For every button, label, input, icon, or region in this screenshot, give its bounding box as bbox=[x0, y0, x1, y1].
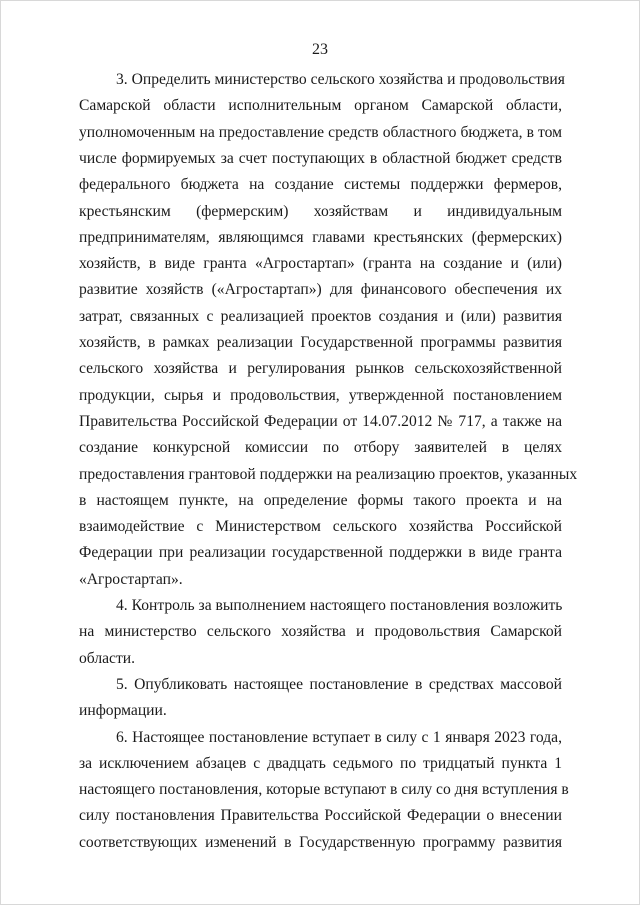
paragraph-3-line: числе формируемых за счет поступающих в областной бюджет средств bbox=[79, 149, 562, 167]
page-number: 23 bbox=[312, 41, 328, 58]
paragraph-6-line: силу постановления Правительства Российской Федерации о внесении bbox=[79, 807, 562, 825]
paragraph-3-line: взаимодействие с Министерством сельского хозяйства Российской bbox=[79, 518, 562, 536]
scan-top-mark bbox=[160, 0, 212, 1]
paragraph-4-line: области. bbox=[79, 649, 136, 667]
paragraph-3-line: предоставления грантовой поддержки на реализацию проектов, указанных bbox=[79, 465, 578, 483]
paragraph-3-line: предпринимателям, являющимся главами крестьянских (фермерских) bbox=[79, 228, 562, 246]
paragraph-3-line: «Агростартап». bbox=[79, 570, 183, 588]
paragraph-4-line: 4. Контроль за выполнением настоящего постановления возложить bbox=[116, 597, 563, 614]
paragraph-3-line: уполномоченным на предоставление средств областного бюджета, в том bbox=[79, 123, 562, 141]
paragraph-3-line: Федерации при реализации государственной поддержки в виде гранта bbox=[79, 544, 562, 562]
paragraph-5-line: 5. Опубликовать настоящее постановление в средствах массовой bbox=[116, 675, 562, 693]
paragraph-5-line: информации. bbox=[79, 702, 167, 720]
paragraph-3-line: сельского хозяйства и регулирования рынков сельскохозяйственной bbox=[79, 360, 562, 378]
paragraph-3-line: Самарской области исполнительным органом Самарской области, bbox=[79, 97, 562, 115]
paragraph-4-line: на министерство сельского хозяйства и продовольствия Самарской bbox=[79, 623, 562, 641]
paragraph-3-line: развитие хозяйств («Агростартап») для финансового обеспечения их bbox=[79, 281, 562, 299]
paragraph-6-line: настоящего постановления, которые вступают в силу со дня вступления в bbox=[79, 781, 569, 799]
paragraph-6-line: 6. Настоящее постановление вступает в силу с 1 января 2023 года, bbox=[116, 728, 562, 746]
paragraph-3-line: 3. Определить министерство сельского хозяйства и продовольствия bbox=[116, 71, 565, 88]
paragraph-3-line: в настоящем пункте, на определение формы такого проекта и на bbox=[79, 491, 562, 509]
paragraph-3-line: продукции, сырья и продовольствия, утвержденной постановлением bbox=[79, 386, 562, 404]
paragraph-6-line: соответствующих изменений в Государственную программу развития bbox=[79, 833, 562, 851]
paragraph-3-line: федерального бюджета на создание системы поддержки фермеров, bbox=[79, 176, 562, 194]
paragraph-3-line: создание конкурсной комиссии по отбору заявителей в целях bbox=[79, 439, 562, 457]
paragraph-3-line: хозяйств, в виде гранта «Агростартап» (гранта на создание и (или) bbox=[79, 255, 562, 273]
paragraph-6-line: за исключением абзацев с двадцать седьмого по тридцатый пункта 1 bbox=[79, 754, 562, 772]
paragraph-3-line: крестьянским (фермерским) хозяйствам и индивидуальным bbox=[79, 202, 562, 220]
paragraph-3-line: Правительства Российской Федерации от 14.07.2012 № 717, а также на bbox=[79, 412, 562, 430]
paragraph-3-line: затрат, связанных с реализацией проектов создания и (или) развития bbox=[79, 307, 562, 325]
paragraph-3-line: хозяйств, в рамках реализации Государственной программы развития bbox=[79, 334, 562, 351]
